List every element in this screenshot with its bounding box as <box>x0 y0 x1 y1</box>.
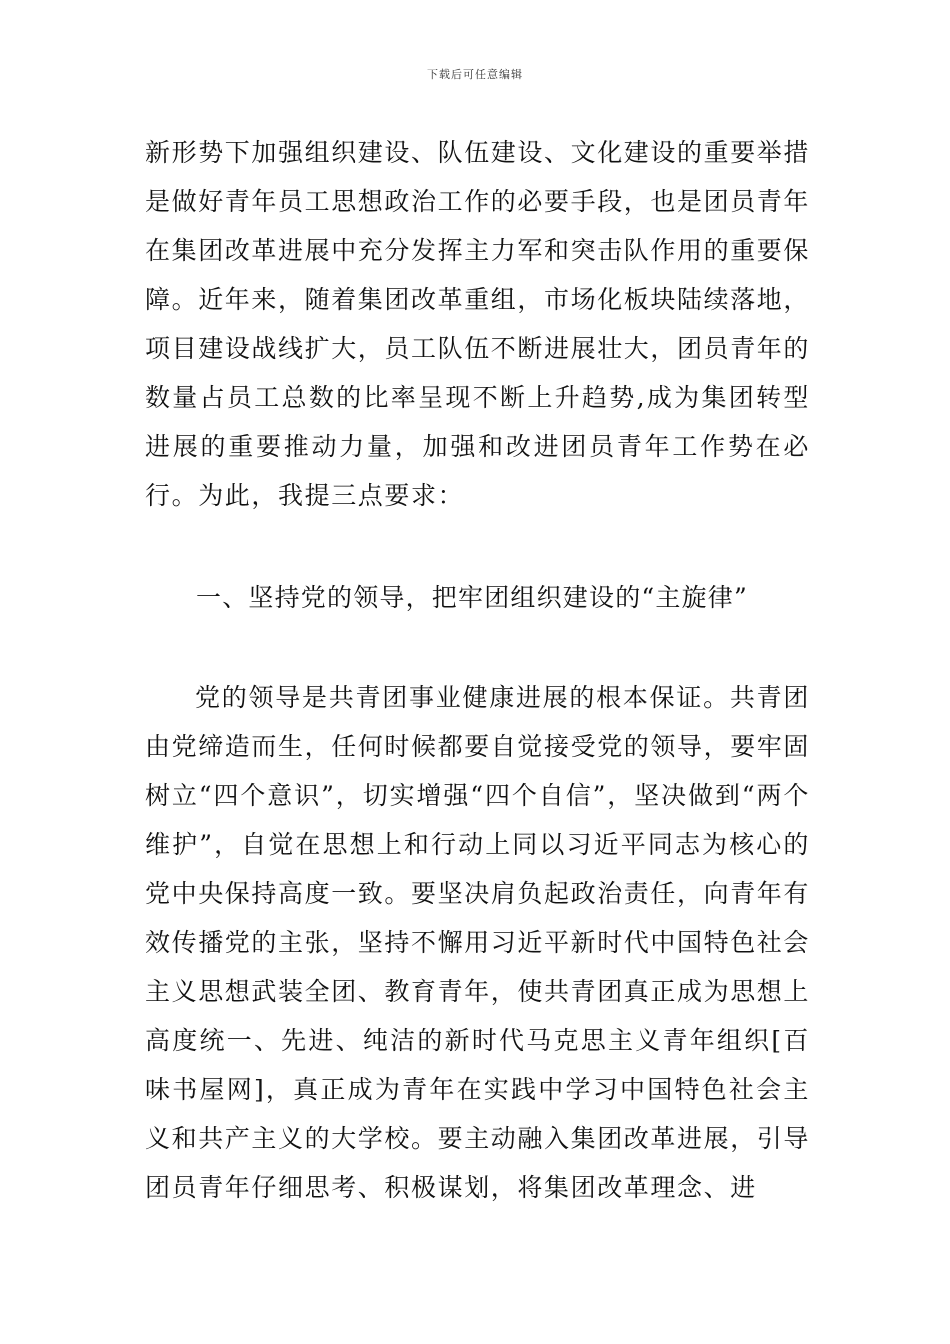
paragraph-1: 新形势下加强组织建设、队伍建设、文化建设的重要举措是做好青年员工思想政治工作的必要手段，也是团员青年在集团改革进展中充分发挥主力军和突击队作用的重要保障。近年来，随着集团改革重组，市场化板块陆续落地，项目建设战线扩大，员工队伍不断进展壮大，团员青年的数量占员工总数的比率呈现不断上升趋势,成为集团转型进展的重要推动力量，加强和改进团员青年工作势在必行。为此，我提三点要求： <box>145 138 811 510</box>
paragraph-2: 党的领导是共青团事业健康进展的根本保证。共青团由党缔造而生，任何时候都要自觉接受党的领导，要牢固树立“四个意识”，切实增强“四个自信”，坚决做到“两个维护”，自觉在思想上和行动上同以习近平同志为核心的党中央保持高度一致。要坚决肩负起政治责任，向青年有效传播党的主张，坚持不懈用习近平新时代中国特色社会主义思想武装全团、教育青年，使共青团真正成为思想上高度统一、先进、纯洁的新时代马克思主义青年组织[百味书屋网]，真正成为青年在实践中学习中国特色社会主义和共产主义的大学校。要主动融入集团改革进展，引导团员青年仔细思考、积极谋划，将集团改革理念、进 <box>145 683 811 1202</box>
header-note: 下载后可任意编辑 <box>427 68 523 81</box>
section-heading-1: 一、坚持党的领导，把牢团组织建设的“主旋律” <box>196 583 748 612</box>
